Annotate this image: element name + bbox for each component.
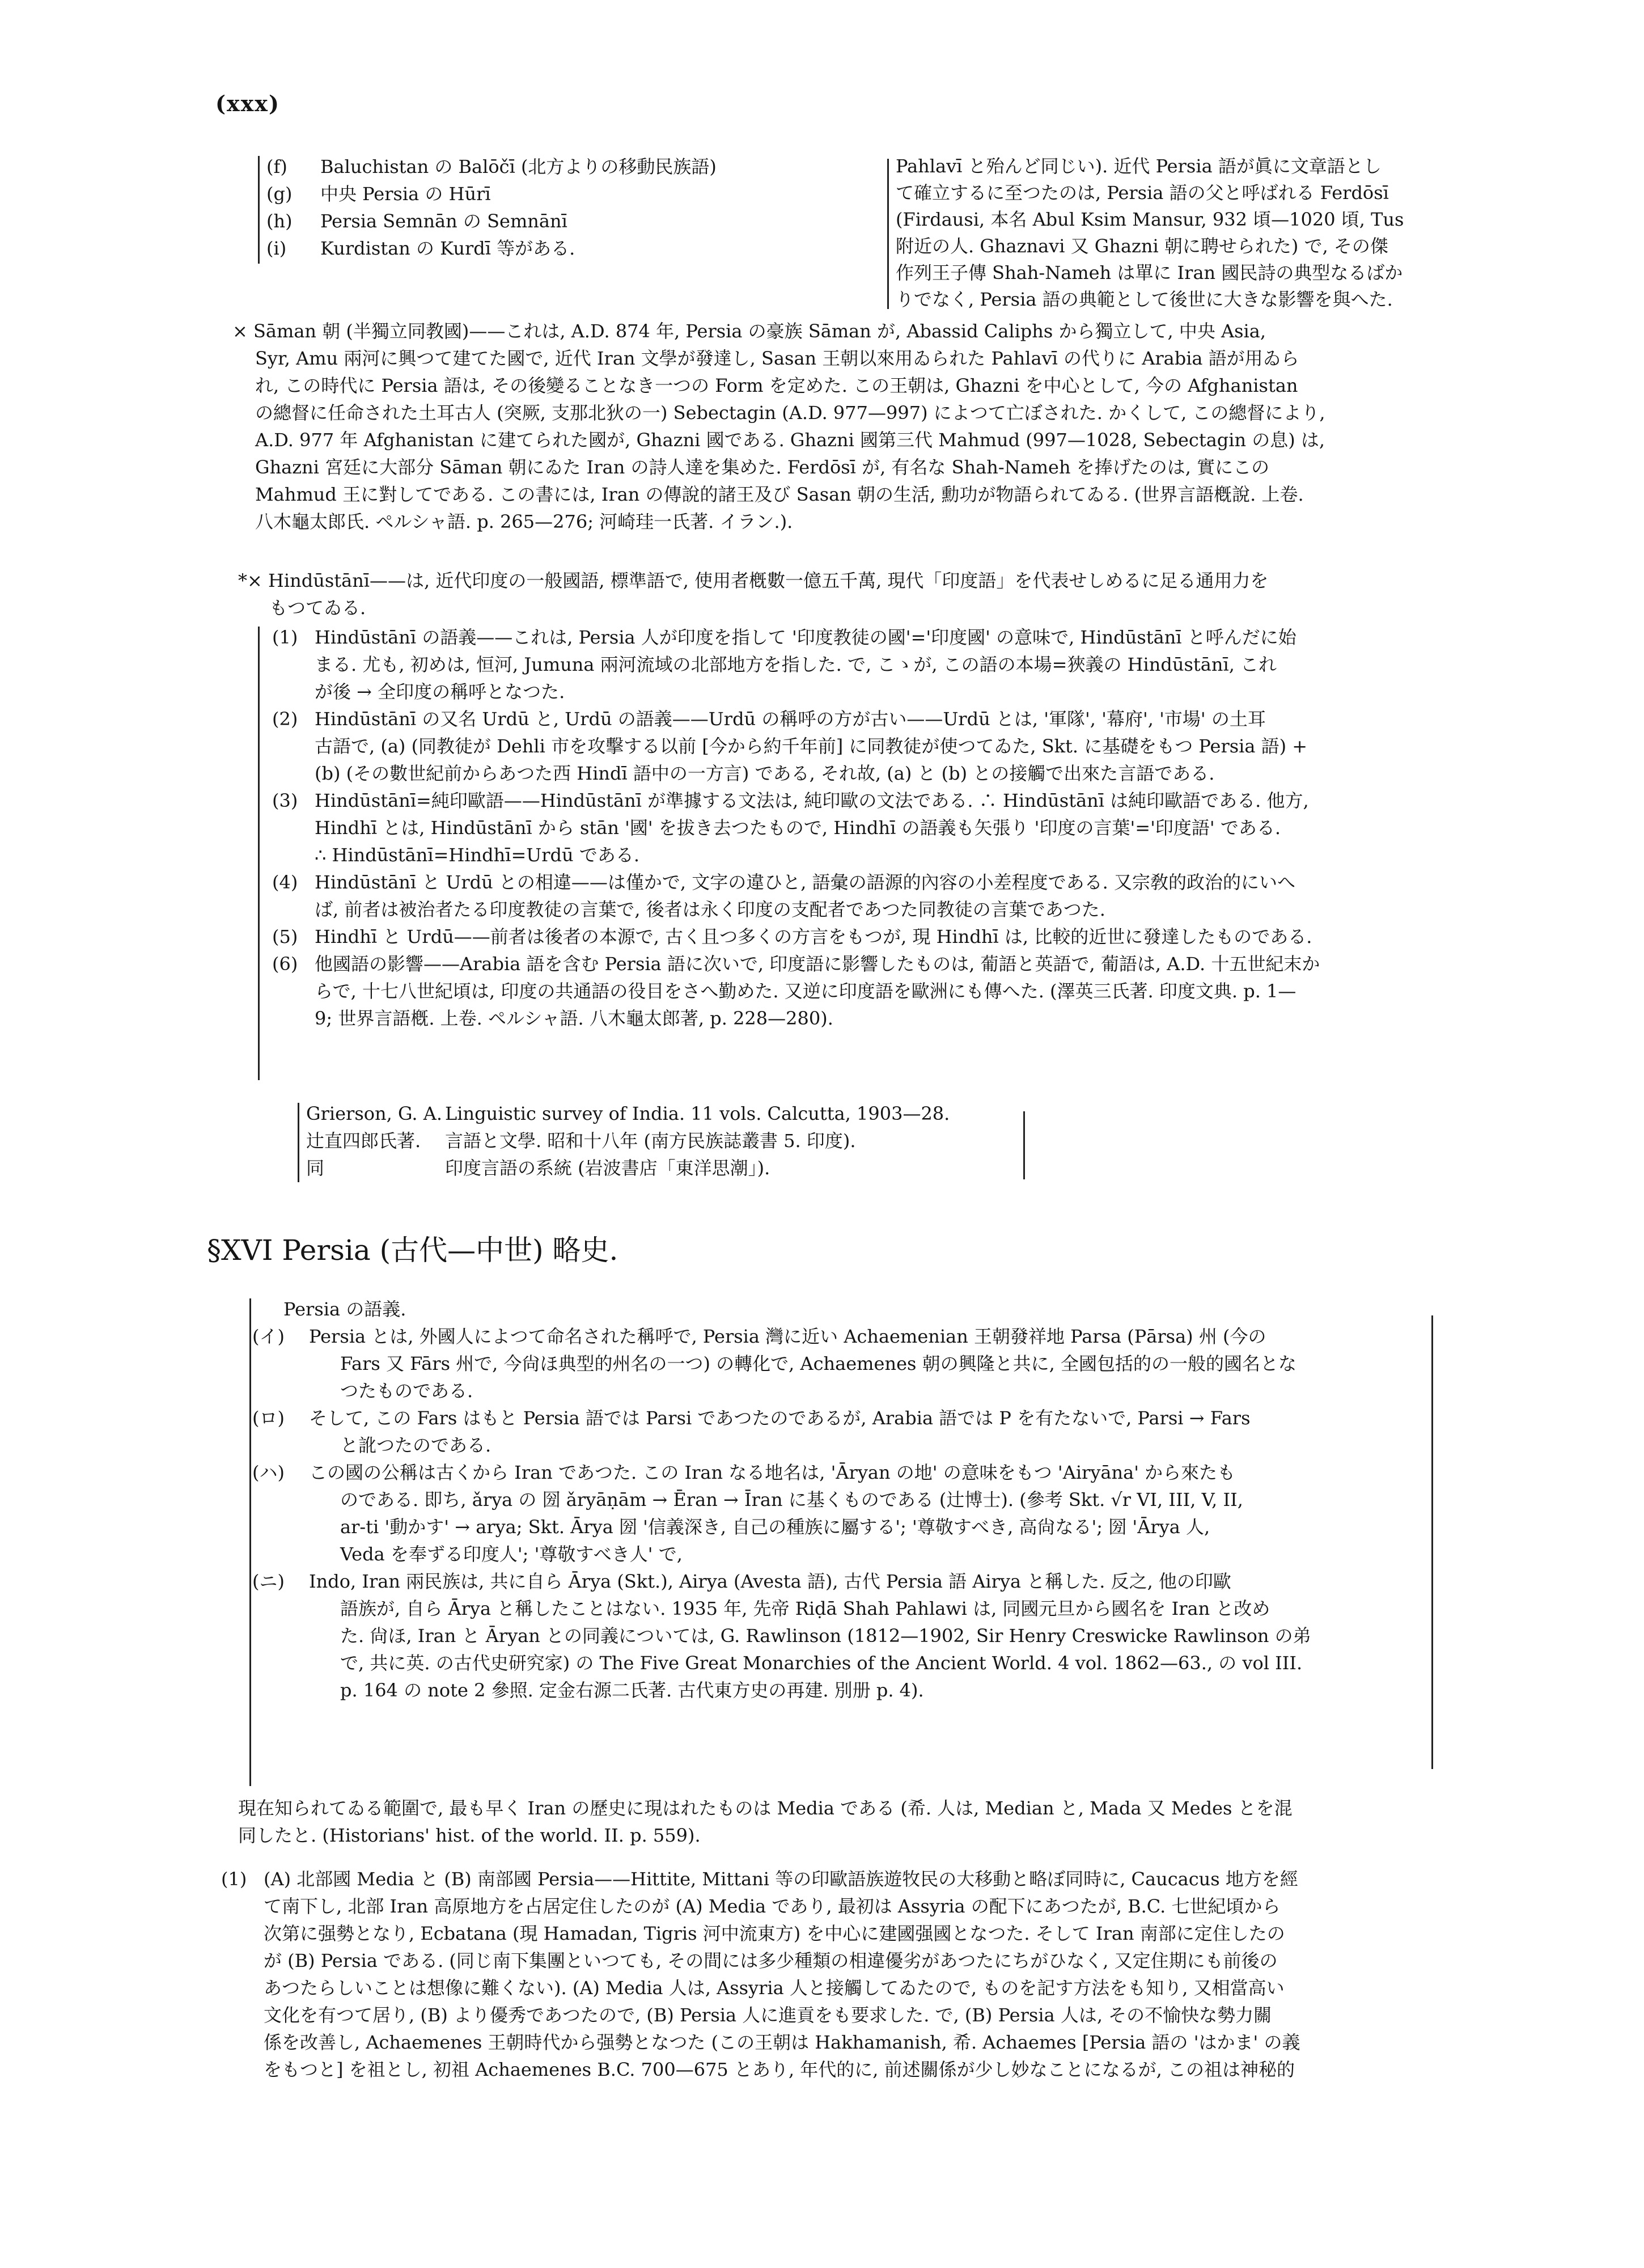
list-item: (3) Hindūstānī=純印歐語——Hindūstānī が準據する文法は, 純印歐の文法である. ∴ Hindūstānī は純印歐語である. 他方,: [272, 790, 1309, 811]
list-item: (g) 中央 Persia の Hūrī: [266, 183, 491, 205]
list-item: (イ) Persia とは, 外國人によつて命名された稱呼で, Persia 灣に近い Achaemenian 王朝發祥地 Parsa (Pārsa) 州 (今の: [252, 1326, 1266, 1347]
reference-item: 辻直四郎氏著. 言語と文學. 昭和十八年 (南方民族誌叢書 5. 印度).: [306, 1130, 856, 1152]
list-brace: [258, 156, 260, 264]
refs-brace-left: [298, 1103, 299, 1182]
media-persia-item: (1) (A) 北部國 Media と (B) 南部國 Persia——Hittite, Mittani 等の印歐語族遊牧民の大移動と略ぼ同時に, Caucacus 地方を經 て南下し, 北部 Iran 高原地方を占居定住したのが (A) Media であり, 最初は Assyria の配下にあつたが, B.C. 七世紀頃から 次第に强勢となり, Ecbatana (現 Hamadan, Tigris 河中流東方) を中心に建國强國となつた. そして Iran 南部に定住したの が (B) Persia である. (同じ南下集團といつても, その間には多少種類の相違優劣があつたにちがひなく, 又定住期にも前後の あつたらしいことは想像に難くない). (A) Media 人は, Assyria 人と接觸してゐたので, ものを記す方法をも知り, 又相當高い 文化を有つて居り, (B) より優秀であつたので, (B) Persia 人に進貢をも要求した. で, (B) Persia 人は, その不愉快な勢力關 係を改善し, Achaemenes 王朝時代から强勢となつた (この王朝は Hakhamanish, 希. Achaemes [Persia 語の 'はかま' の義 をもつと] を祖とし, 初祖 Achaemenes B.C. 700—675 とあり, 年代的に, 前述關係が少し妙なことになるが, この祖は神秘的: [221, 1865, 1300, 2083]
list-item: (4) Hindūstānī と Urdū との相違——は僅かで, 文字の違ひと, 語彙の語源的內容の小差程度である. 又宗敎的政治的にいへ: [272, 871, 1295, 893]
list-item: (ロ) そして, この Fars はもと Persia 語では Parsi であつたのであるが, Arabia 語では P を有たないで, Parsi → Fars: [252, 1407, 1251, 1429]
list-item: (h) Persia Semnān の Semnānī: [266, 210, 567, 232]
list-item: (1) (A) 北部國 Media と (B) 南部國 Persia——Hittite, Mittani 等の印歐語族遊牧民の大移動と略ぼ同時に, Caucacus 地方を經: [221, 1868, 1298, 1890]
list-item: (5) Hindhī と Urdū——前者は後者の本源で, 古く且つ多くの方言をもつが, 現 Hindhī は, 比較的近世に發達したものである.: [272, 926, 1312, 947]
saman-paragraph: × Sāman 朝 (半獨立同教國)——これは, A.D. 874 年, Persia の豪族 Sāman が, Abassid Caliphs から獨立して, 中央 Asia, Syr, Amu 兩河に興つて建てた國で, 近代 Iran 文學が發達し, Sasan 王朝以來用ゐられた Pahlavī の代りに Arabia 語が用ゐら れ, この時代に Persia 語は, その後變ることなき一つの Form を定めた. この王朝は, Ghazni を中心として, 今の Afghanistan の總督に任命された土耳古人 (突厥, 支那北狄の一) Sebectagin (A.D. 977—997) によつて亡ぼされた. かくして, この總督により, A.D. 977 年 Afghanistan に建てられた國が, Ghazni 國である. Ghazni 國第三代 Mahmud (997—1028, Sebectagin の息) は, Ghazni 宮廷に大部分 Sāman 朝にゐた Iran の詩人達を集めた. Ferdōsī が, 有名な Shah-Nameh を捧げたのは, 實にこの Mahmud 王に對してである. この書には, Iran の傳說的諸王及び Sasan 朝の生活, 勳功が物語られてゐる. (世界言語槪說. 上卷. 八木龜太郎氏. ペルシャ語. p. 265—276; 河崎珪一氏著. イラン.).: [232, 320, 1325, 532]
hindustani-brace: [258, 627, 260, 1080]
references: [306, 1100, 950, 1182]
list-item: (6) 他國語の影響——Arabia 語を含む Persia 語に次いで, 印度語に影響したものは, 葡語と英語で, 葡語は, A.D. 十五世紀末か: [272, 953, 1320, 975]
list-item: (ハ) この國の公稱は古くから Iran であつた. この Iran なる地名は, 'Āryan の地' の意味をもつ 'Airyāna' から來たも: [252, 1462, 1236, 1483]
list-item: (f) Baluchistan の Balōčī (北方よりの移動民族語): [266, 156, 717, 177]
persia-etymology-box: Persia の語義. (イ) Persia とは, 外國人によつて命名された稱呼で, Persia 灣に近い Achaemenian 王朝發祥地 Parsa (Pārsa) 州 (今の Fars 又 Fārs 州で, 今尙ほ典型的州名の一つ) の轉化で, Achaemenes 朝の興隆と共に, 全國包括的の一般的國名とな つたものである. (ロ) そして, この Fars はもと Persia 語では Parsi であつたのであるが, Arabia 語では P を有たないで, Parsi → Fars と訛つたのである. (ハ) この國の公稱は古くから Iran であつた. この Iran なる地名は, 'Āryan の地' の意味をもつ 'Airyāna' から來たも のである. 即ち, ǎrya の 圀 ǎryāṇām → Ēran → Īran に基くものである (辻博士). (參考 Skt. √r VI, III, V, II, ar-ti '動かす' → arya; Skt. Ārya 圀 '信義深き, 自己の種族に屬する'; '尊敬すべき, 高尙なる'; 圀 'Ārya 人, Veda を奉ずる印度人'; '尊敬すべき人' で, (ニ) Indo, Iran 兩民族は, 共に自ら Ārya (Skt.), Airya (Avesta 語), 古代 Persia 語 Airya と稱した. 反之, 他の印歐 語族が, 自ら Ārya と稱したことはない. 1935 年, 先帝 Riḍā Shah Pahlawi は, 同國元旦から國名を Iran と改め た. 尙ほ, Iran と Āryan との同義については, G. Rawlinson (1812—1902, Sir Henry Creswicke Rawlinson の弟 で, 共に英. の古代史研究家) の The Five Great Monarchies of the Ancient World. 4 vol. 1862—63., の vol III. p. 164 の note 2 參照. 定金右源二氏著. 古代東方史の再建. 別册 p. 4).: [238, 1296, 1311, 1704]
hindustani-list: (1) Hindūstānī の語義——これは, Persia 人が印度を指して '印度教徒の國'='印度國' の意味で, Hindūstānī と呼んだに始 まる. 尤も, 初めは, 恒河, Jumuna 兩河流域の北部地方を指した. で, こゝが, この語の本場=狹義の Hindūstānī, これ が後 → 全印度の稱呼となつた. (2) Hindūstānī の又名 Urdū と, Urdū の語義——Urdū の稱呼の方が古い——Urdū とは, '軍隊', '幕府', '市場' の土耳 古語で, (a) (同教徒が Dehli 市を攻擊する以前 [今から約千年前] に同教徒が使つてゐた, Skt. に基礎をもつ Persia 語) + (b) (その數世紀前からあつた西 Hindī 語中の一方言) である, それ故, (a) と (b) との接觸で出來た言語である. (3) Hindūstānī=純印歐語——Hindūstānī が準據する文法は, 純印歐の文法である. ∴ Hindūstānī は純印歐語である. 他方, Hindhī とは, Hindūstānī から stān '國' を拔き去つたもので, Hindhī の語義も矢張り '印度の言葉'='印度語' である. ∴ Hindūstānī=Hindhī=Urdū である. (4) Hindūstānī と Urdū との相違——は僅かで, 文字の違ひと, 語彙の語源的內容の小差程度である. 又宗敎的政治的にいへ ば, 前者は被治者たる印度教徒の言葉で, 後者は永く印度の支配者であつた同教徒の言葉であつた. (5) Hindhī と Urdū——前者は後者の本源で, 古く且つ多くの方言をもつが, 現 Hindhī は, 比較的近世に發達したものである. (6) 他國語の影響——Arabia 語を含む Persia 語に次いで, 印度語に影響したものは, 葡語と英語で, 葡語は, A.D. 十五世紀末か らで, 十七八世紀頃は, 印度の共通語の役目をさへ勤めた. 又逆に印度語を歐洲にも傳へた. (澤英三氏著. 印度文典. p. 1— 9; 世界言語槪. 上卷. ペルシャ語. 八木龜太郎著, p. 228—280).: [272, 624, 1320, 1032]
list-item: (2) Hindūstānī の又名 Urdū と, Urdū の語義——Urdū の稱呼の方が古い——Urdū とは, '軍隊', '幕府', '市場' の土耳: [272, 708, 1266, 730]
pahlavi-note: Pahlavī と殆んど同じい). 近代 Persia 語が眞に文章語とし て確立するに至つたのは, Persia 語の父と呼ばれる Ferdōsī (Firdausi, 本名 Abul Ksim Mansur, 932 頃—1020 頃, Tus 附近の人. Ghaznavi 又 Ghazni 朝に聘せられた) で, その傑 作列王子傳 Shah-Nameh は單に Iran 國民詩の典型なるばか りでなく, Persia 語の典範として後世に大きな影響を與へた.: [896, 155, 1404, 310]
box-heading: Persia の語義.: [283, 1298, 406, 1320]
refs-brace-right: [1023, 1111, 1025, 1179]
media-paragraph: 現在知られてゐる範圍で, 最も早く Iran の歷史に現はれたものは Media である (希. 人は, Median と, Mada 又 Medes とを混 同したと. (Historians' hist. of the world. II. p. 559).: [238, 1797, 1293, 1846]
dialect-list: [266, 153, 867, 262]
list-item: (ニ) Indo, Iran 兩民族は, 共に自ら Ārya (Skt.), Airya (Avesta 語), 古代 Persia 語 Airya と稱した. 反之, 他の印歐: [252, 1571, 1231, 1592]
box-brace-right: [1431, 1315, 1433, 1769]
list-item: (1) Hindūstānī の語義——これは, Persia 人が印度を指して '印度教徒の國'='印度國' の意味で, Hindūstānī と呼んだに始: [272, 627, 1296, 648]
reference-item: Grierson, G. A. Linguistic survey of India. 11 vols. Calcutta, 1903—28.: [306, 1103, 950, 1124]
section-title: §XVI Persia (古代—中世) 略史.: [207, 1234, 618, 1267]
list-item: (i) Kurdistan の Kurdī 等がある.: [266, 238, 575, 259]
hindustani-intro: *× Hindūstānī——は, 近代印度の一般國語, 標準語で, 使用者槪數一億五千萬, 現代「印度語」を代表せしめるに足る通用力を もつてゐる.: [238, 570, 1269, 619]
page-number: (xxx): [215, 91, 280, 116]
reference-item: 同 印度言語の系統 (岩波書店「東洋思潮」).: [306, 1157, 770, 1179]
note-rule: [887, 159, 889, 309]
